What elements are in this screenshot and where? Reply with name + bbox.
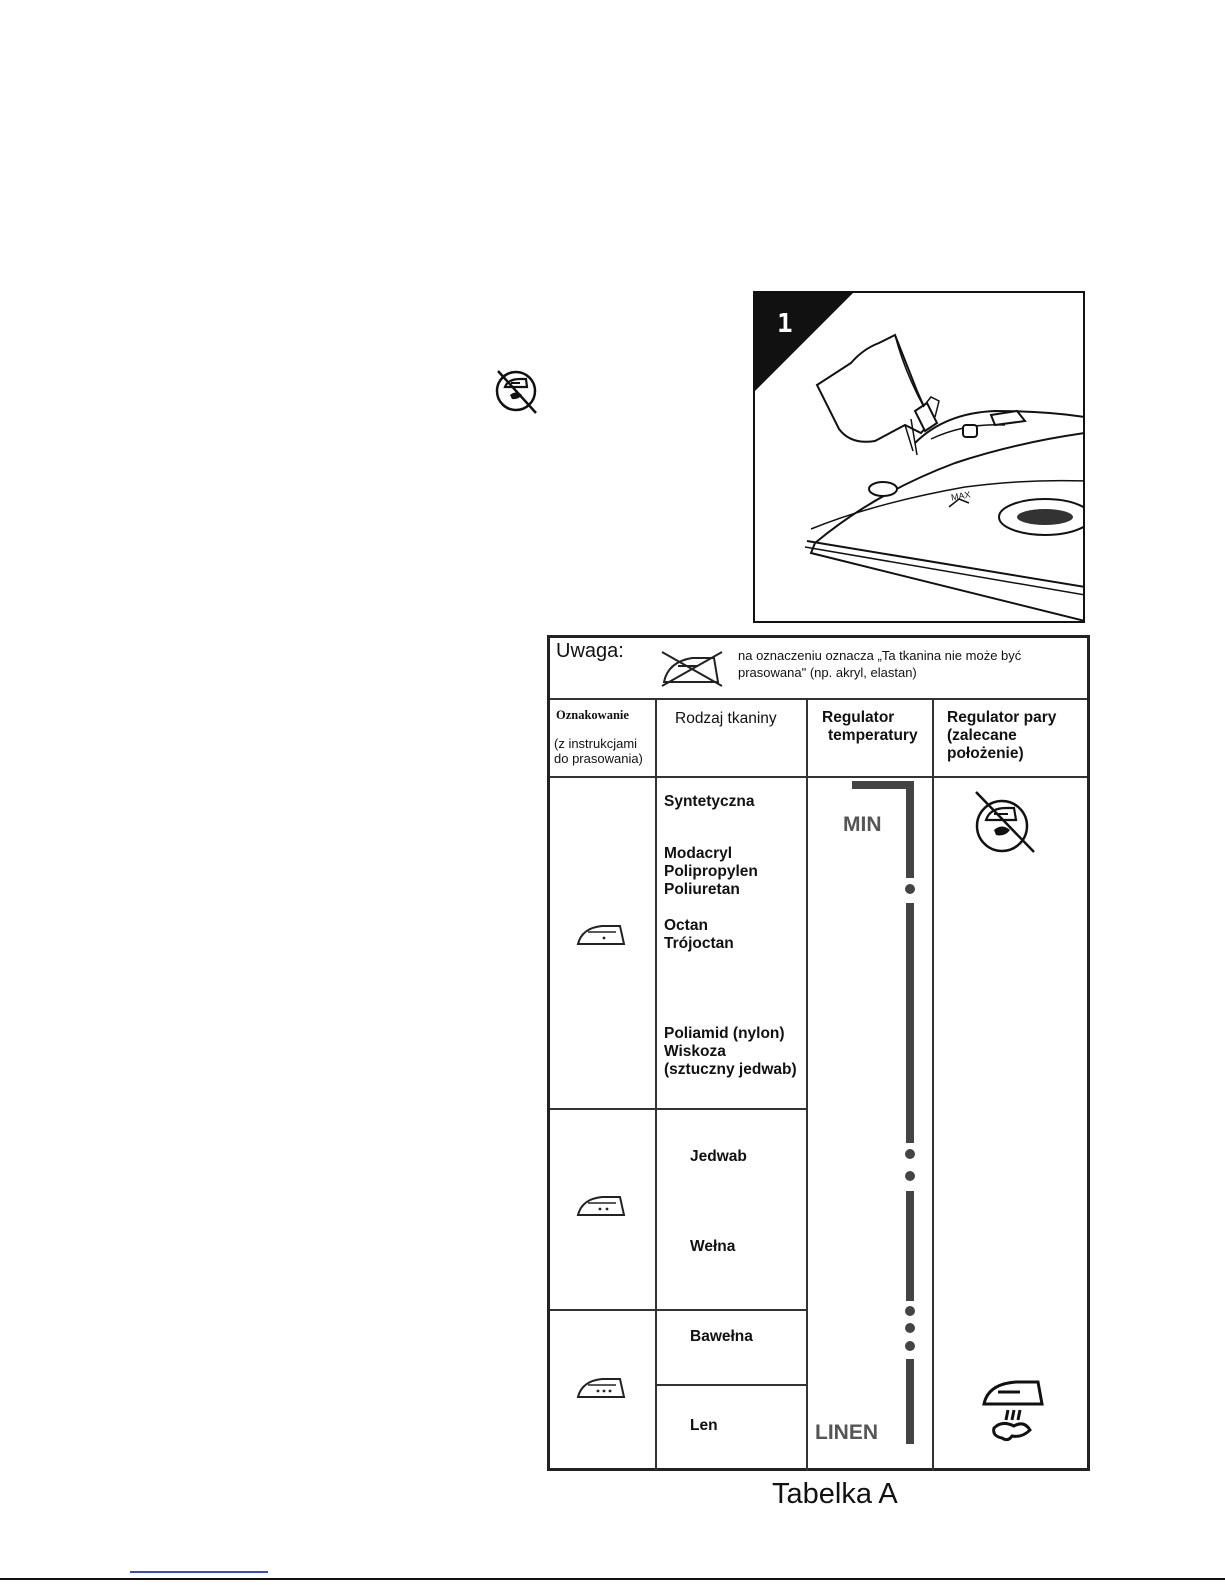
max-fill-mark: MAX — [950, 489, 972, 503]
note-text: na oznaczeniu oznacza „Ta tkanina nie może być prasowana" (np. akryl, elastan) — [738, 648, 1022, 680]
fabric-item: Wełna — [690, 1238, 736, 1255]
header-temp-line1: Regulator — [822, 709, 895, 726]
fabric-item: Len — [690, 1417, 718, 1434]
footer-link-underline — [130, 1571, 268, 1573]
fabric-item: Modacryl — [664, 845, 733, 862]
note-label: Uwaga: — [556, 640, 624, 662]
figure-number: 1 — [777, 309, 793, 339]
iron-two-dots-icon — [576, 1191, 628, 1219]
temperature-scale — [815, 781, 969, 1451]
fabric-item: Jedwab — [690, 1148, 747, 1165]
header-temp-line2: temperatury — [828, 727, 918, 744]
no-steam-icon — [972, 790, 1038, 854]
iron-one-dot-icon — [576, 920, 628, 948]
temp-max-label: LINEN — [815, 1421, 878, 1444]
header-marking-sub: (z instrukcjami do prasowania) — [554, 736, 643, 766]
header-fabric: Rodzaj tkaniny — [675, 710, 777, 727]
footer-rule — [0, 1578, 1225, 1580]
do-not-iron-icon — [658, 648, 726, 688]
fabric-item: Poliuretan — [664, 881, 740, 898]
fabric-item: Polipropylen — [664, 863, 758, 880]
fabric-item: Bawełna — [690, 1328, 753, 1345]
fabric-item: Wiskoza — [664, 1043, 726, 1060]
temp-min-label: MIN — [843, 813, 882, 836]
fabric-item: (sztuczny jedwab) — [664, 1061, 797, 1078]
header-marking: Oznakowanie — [556, 708, 629, 722]
fabric-item: Poliamid (nylon) — [664, 1025, 785, 1042]
no-steam-icon — [494, 367, 542, 415]
fabric-item: Syntetyczna — [664, 793, 755, 810]
ironing-table — [547, 635, 1090, 1471]
table-caption: Tabelka A — [772, 1478, 898, 1510]
fabric-item: Trójoctan — [664, 935, 734, 952]
fabric-item: Octan — [664, 917, 708, 934]
header-steam: Regulator pary (zalecane położenie) — [947, 709, 1057, 762]
iron-filling-illustration — [753, 291, 1085, 623]
iron-three-dots-icon — [576, 1373, 628, 1401]
max-steam-icon — [978, 1378, 1048, 1444]
